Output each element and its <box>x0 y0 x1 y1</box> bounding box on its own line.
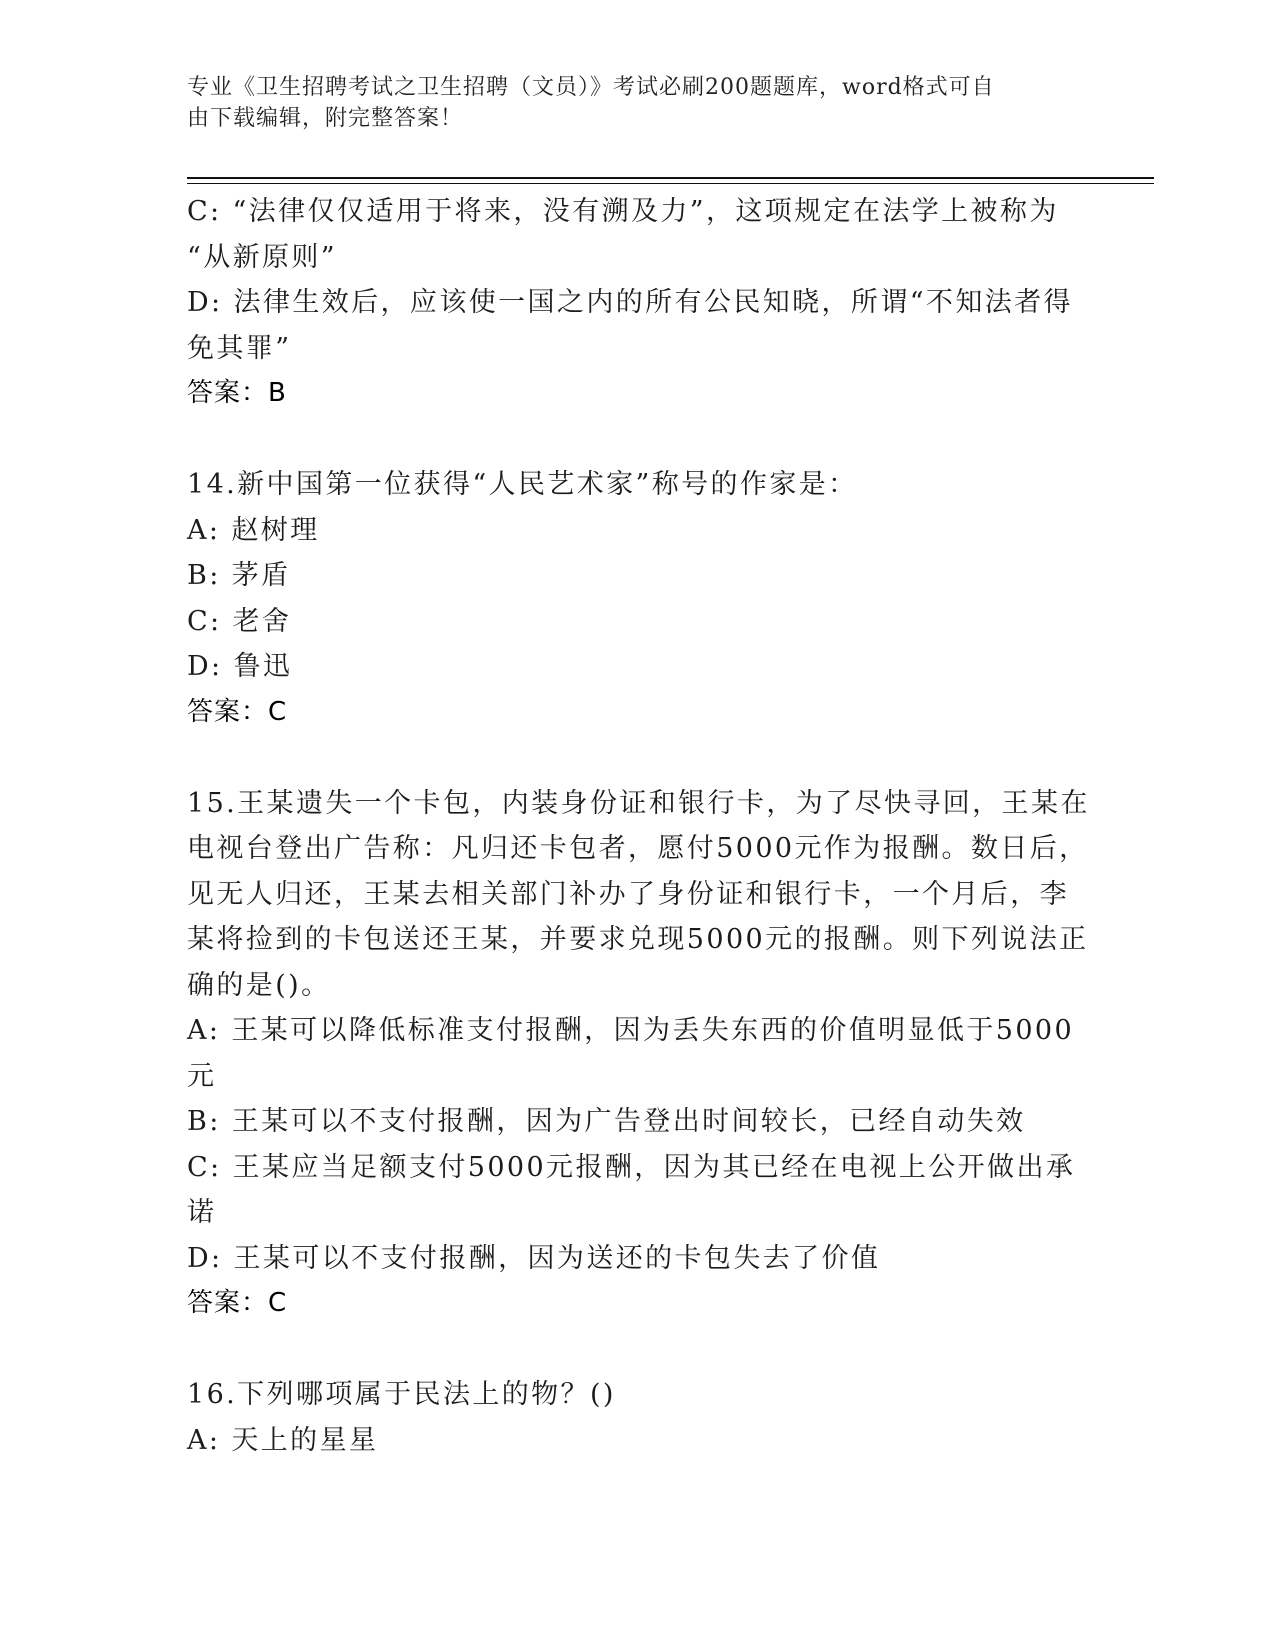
header-line-1: 专业《卫生招聘考试之卫生招聘（文员）》考试必刷200题题库，word格式可自 <box>187 75 995 100</box>
answer-line: 答案：C <box>187 1288 288 1318</box>
option-d: D: 鲁迅 <box>187 651 293 682</box>
option-d-line-2: 免其罪” <box>187 332 292 364</box>
option-c: C: 老舍 <box>187 605 292 637</box>
answer-line: 答案：B <box>187 378 287 408</box>
option-c-line-1: C: “法律仅仅适用于将来，没有溯及力”，这项规定在法学上被称为 <box>187 196 1059 227</box>
document-header <box>187 72 1067 134</box>
option-a: A: 天上的星星 <box>187 1424 379 1456</box>
option-d-line-1: D: 法律生效后，应该使一国之内的所有公民知晓，所谓“不知法者得 <box>187 287 1073 318</box>
option-b: B: 茅盾 <box>187 560 291 591</box>
option-c-line-1: C: 王某应当足额支付5000元报酬，因为其已经在电视上公开做出承 <box>187 1151 1076 1183</box>
option-c-line-2: “从新原则” <box>187 241 338 273</box>
question-text: 16.下列哪项属于民法上的物？() <box>187 1379 616 1410</box>
option-b: B: 王某可以不支付报酬，因为广告登出时间较长，已经自动失效 <box>187 1106 1026 1137</box>
header-line-2: 由下载编辑，附完整答案！ <box>187 106 464 131</box>
question-block-16 <box>187 1372 1087 1463</box>
question-block-14 <box>187 462 1087 735</box>
question-text-line-4: 某将捡到的卡包送还王某，并要求兑现5000元的报酬。则下列说法正 <box>187 924 1089 955</box>
spacer <box>187 1327 1087 1373</box>
question-text-line-1: 15.王某遗失一个卡包，内装身份证和银行卡，为了尽快寻回，王某在 <box>187 787 1090 819</box>
option-c-line-2: 诺 <box>187 1197 217 1228</box>
question-text-line-3: 见无人归还，王某去相关部门补办了身份证和银行卡，一个月后，李 <box>187 878 1069 910</box>
option-d: D: 王某可以不支付报酬，因为送还的卡包失去了价值 <box>187 1242 881 1274</box>
question-text-line-2: 电视台登出广告称：凡归还卡包者，愿付5000元作为报酬。数日后， <box>187 833 1089 864</box>
spacer <box>187 735 1087 781</box>
question-list <box>187 189 1090 1463</box>
spacer <box>187 417 1087 463</box>
option-a: A: 赵树理 <box>187 514 320 546</box>
header-divider-thin <box>187 183 1154 184</box>
answer-line: 答案：C <box>187 696 288 727</box>
question-block-15 <box>187 781 1090 1327</box>
option-a-line-2: 元 <box>187 1060 217 1092</box>
question-text: 14.新中国第一位获得“人民艺术家”称号的作家是： <box>187 469 858 500</box>
question-block-13-continued <box>187 189 1087 417</box>
question-text-line-5: 确的是()。 <box>187 969 331 1001</box>
header-divider-thick <box>187 177 1154 179</box>
option-a-line-1: A: 王某可以降低标准支付报酬，因为丢失东西的价值明显低于5000 <box>187 1015 1075 1046</box>
